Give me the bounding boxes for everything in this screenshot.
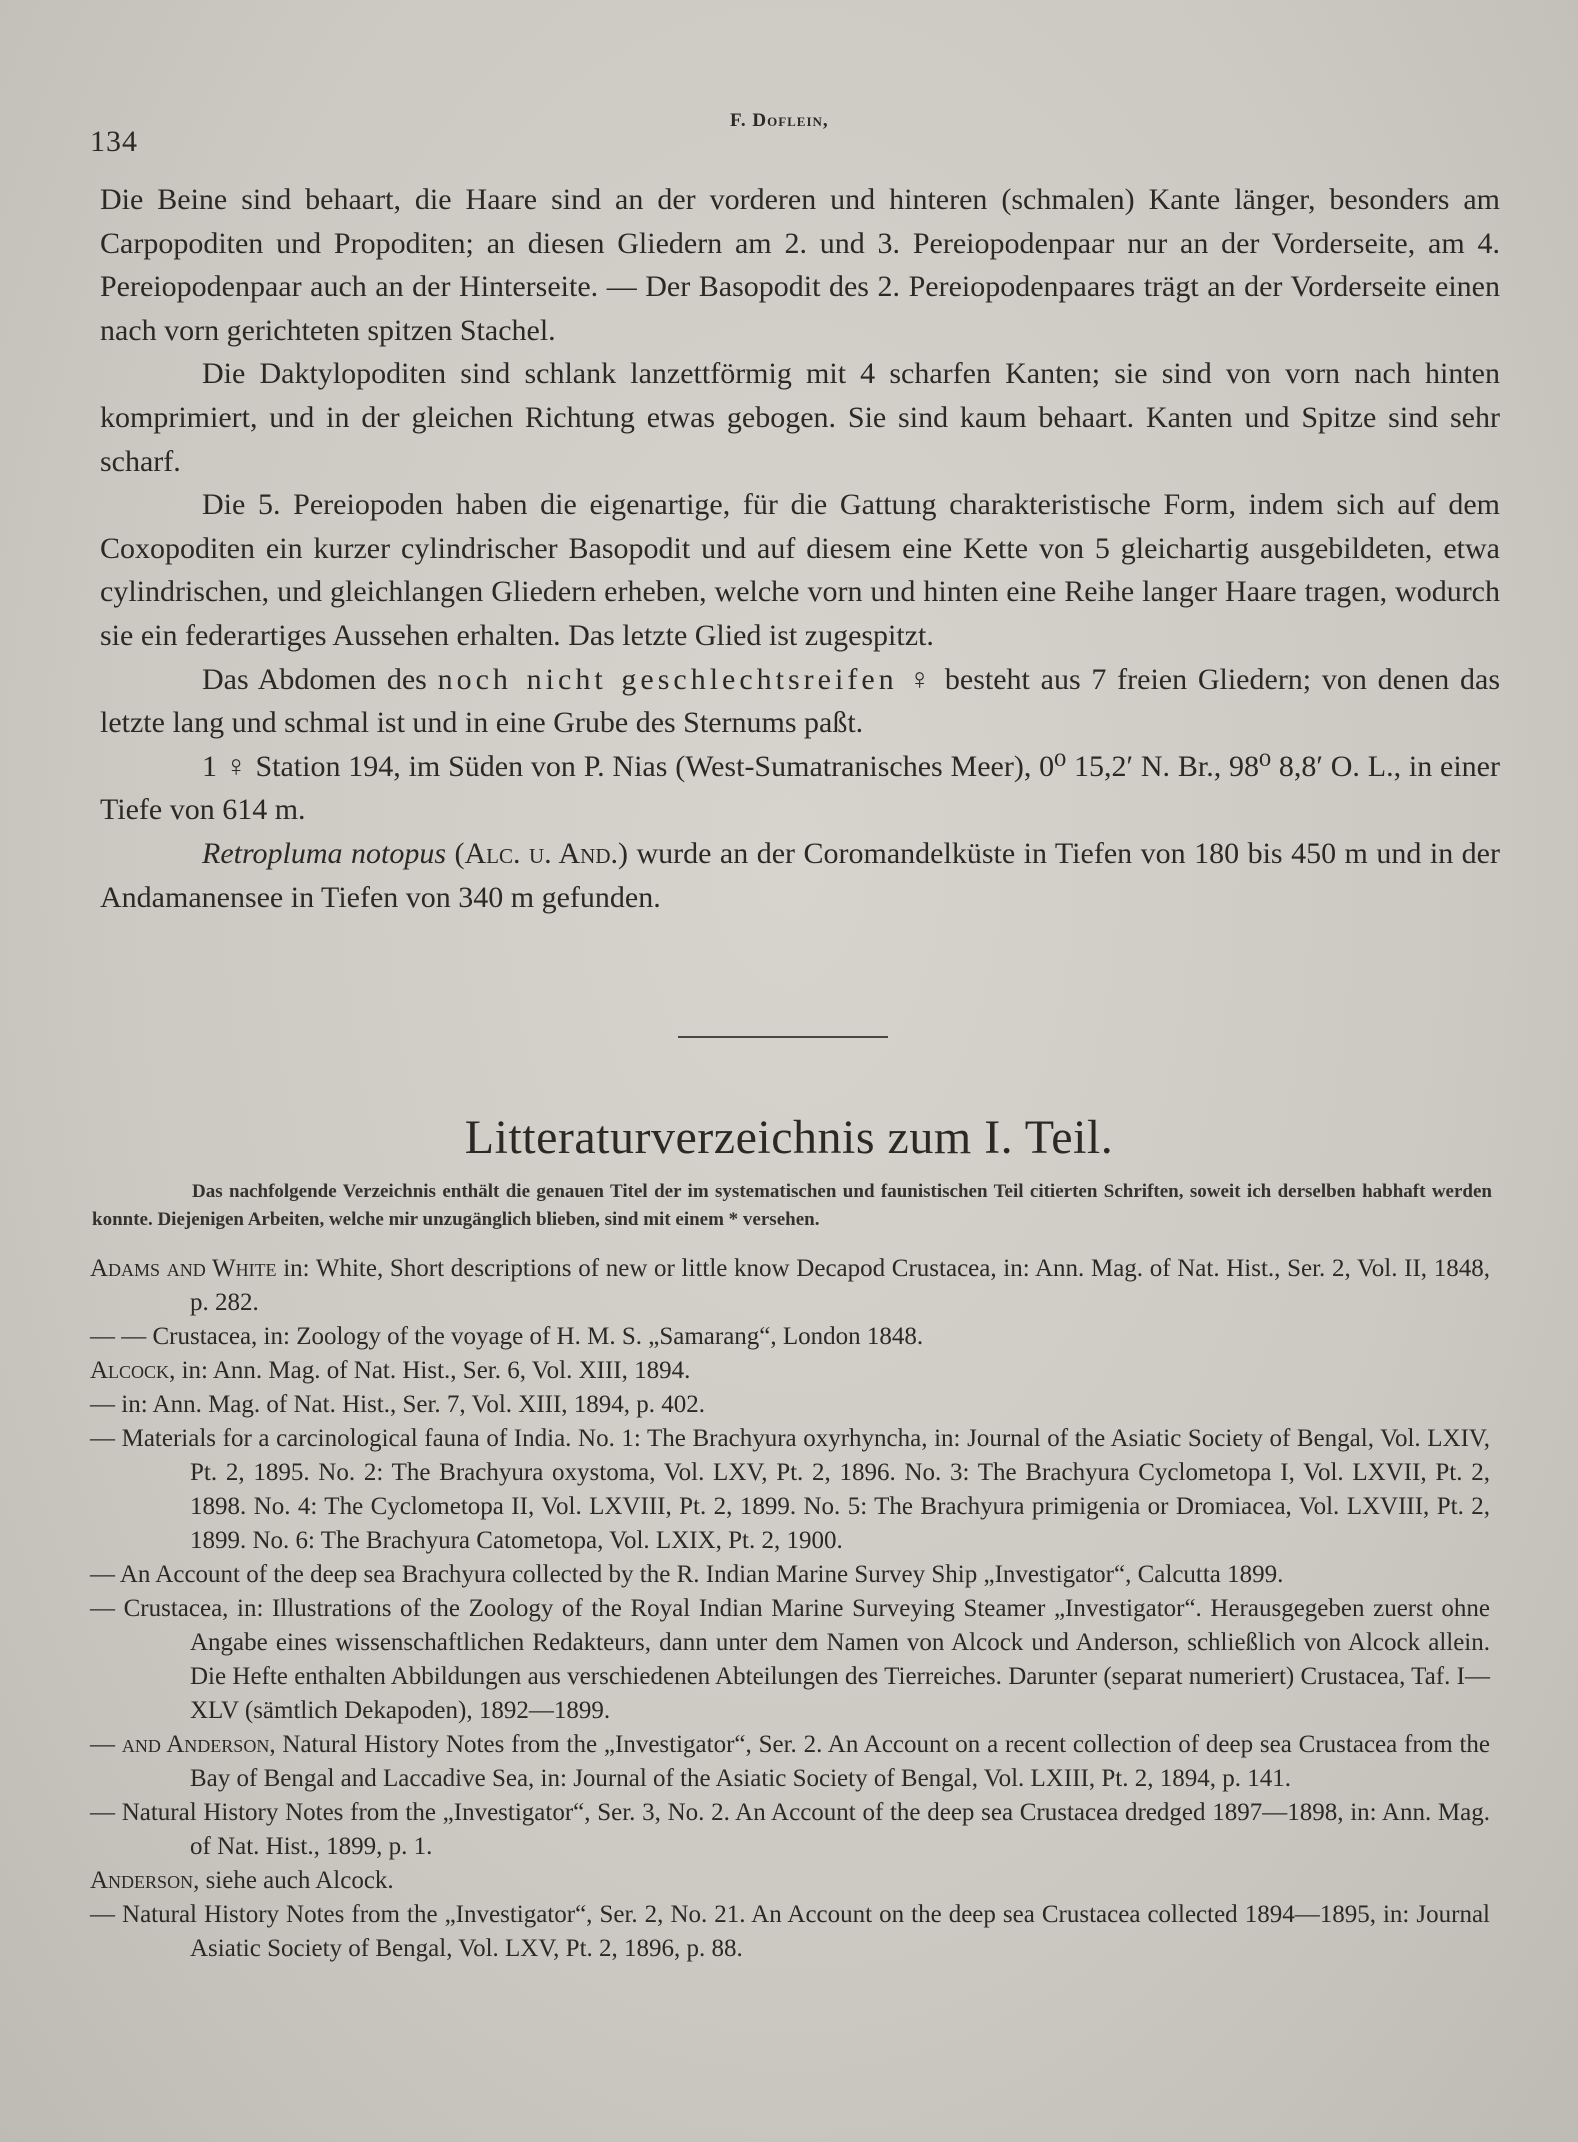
reference-entry	[90, 1728, 1490, 1796]
reference-text: Crustacea, in: Zoology of the voyage of H. M. S. „Samarang“, London 1848.	[146, 1323, 924, 1350]
running-header	[0, 110, 1578, 158]
reference-entry	[90, 1320, 1490, 1354]
reference-lead: —	[90, 1561, 115, 1588]
paragraph-pereiopods: Die 5. Pereiopoden haben die eigenartige, für die Gattung charakteristische Form, indem sich auf dem Coxopoditen ein kurzer cylindrischer Basopodit und auf diesem eine Kette von 5 gleichartig ausgebildeten, etwa cylindrischen, und gleichlangen Gliedern erheben, welche vorn und hinten eine Reihe langer Haare tragen, wodurch sie ein federartiges Aussehen erhalten. Das letzte Glied ist zugespitzt.	[100, 488, 1500, 652]
section-divider	[678, 1036, 888, 1038]
reference-lead: — —	[90, 1323, 147, 1350]
reference-entry	[90, 1864, 1490, 1898]
species-authors: (Alc. u. And.)	[454, 836, 628, 870]
reference-lead: Alcock	[90, 1357, 170, 1384]
reference-text: Natural History Notes from the „Investigator“, Ser. 3, No. 2. An Account of the deep sea Crustacea dredged 1897—1898, in: Ann. Mag. of Nat. Hist., 1899, p. 1.	[115, 1799, 1490, 1860]
reference-entry	[90, 1592, 1490, 1728]
species-name: Retropluma notopus	[202, 836, 447, 870]
body-text	[100, 178, 1500, 919]
paragraph-station: 1 ♀ Station 194, im Süden von P. Nias (West-Sumatranisches Meer), 0⁰ 15,2′ N. Br., 98⁰ 8,8′ O. L., in einer Tiefe von 614 m.	[100, 749, 1500, 827]
paragraph-distribution	[100, 832, 1500, 919]
distribution-text: wurde an der Coromandelküste in Tiefen von 180 bis 450 m und in der Andamanensee in Tiefen von 340 m gefunden.	[100, 836, 1500, 914]
reference-entry	[90, 1354, 1490, 1388]
reference-list	[90, 1252, 1490, 1966]
reference-text: in: Ann. Mag. of Nat. Hist., Ser. 7, Vol. XIII, 1894, p. 402.	[115, 1391, 706, 1418]
paragraph-dactylopodites: Die Daktylopoditen sind schlank lanzettförmig mit 4 scharfen Kanten; sie sind von vorn nach hinten komprimiert, und in der gleichen Richtung etwas gebogen. Sie sind kaum behaart. Kanten und Spitze sind sehr scharf.	[100, 357, 1500, 478]
reference-lead: —	[90, 1391, 115, 1418]
section-intro	[92, 1178, 1492, 1234]
reference-lead: Adams and White	[90, 1255, 277, 1282]
paragraph-abdomen	[100, 658, 1500, 745]
reference-text: Natural History Notes from the „Investigator“, Ser. 2, No. 21. An Account on the deep sea Crustacea collected 1894—1895, in: Journal Asiatic Society of Bengal, Vol. LXV, Pt. 2, 1896, p. 88.	[115, 1901, 1490, 1962]
reference-lead: —	[90, 1595, 115, 1622]
section-title: Litteraturverzeichnis zum I. Teil.	[464, 1111, 1114, 1164]
abdomen-text-end: ♀ besteht aus 7 freien Gliedern; von denen das letzte lang und schmal ist und in eine Grube des Sternums paßt.	[100, 662, 1501, 740]
reference-text: , Natural History Notes from the „Investigator“, Ser. 2. An Account on a recent collection of deep sea Crustacea from the Bay of Bengal and Laccadive Sea, in: Journal of the Asiatic Society of Bengal, Vol. LXIII, Pt. 2, 1894, p. 141.	[190, 1731, 1491, 1792]
spaced-emphasis: noch nicht geschlechtsreifen	[437, 662, 898, 696]
reference-lead: —	[90, 1425, 115, 1452]
reference-lead: Anderson	[90, 1867, 194, 1894]
reference-lead: —	[90, 1799, 115, 1826]
reference-text: An Account of the deep sea Brachyura collected by the R. Indian Marine Survey Ship „Investigator“, Calcutta 1899.	[115, 1561, 1284, 1588]
reference-text: Materials for a carcinological fauna of India. No. 1: The Brachyura oxyrhyncha, in: Journal of the Asiatic Society of Bengal, Vol. LXIV, Pt. 2, 1895. No. 2: The Brachyura oxystoma, Vol. LXV, Pt. 2, 1896. No. 3: The Brachyura Cyclometopa I, Vol. LXVII, Pt. 2, 1898. No. 4: The Cyclometopa II, Vol. LXVIII, Pt. 2, 1899. No. 5: The Brachyura primigenia or Dromiacea, Vol. LXVIII, Pt. 2, 1899. No. 6: The Brachyura Catometopa, Vol. LXIX, Pt. 2, 1900.	[115, 1425, 1490, 1554]
running-head-author: F. Doflein,	[730, 110, 829, 131]
reference-text: Crustacea, in: Illustrations of the Zoology of the Royal Indian Marine Surveying Steamer „Investigator“. Herausgegeben zuerst ohne Angabe eines wissenschaftlichen Redakteurs, dann unter dem Namen von Alcock und Anderson, schließlich von Alcock allein. Die Hefte enthalten Abbildungen aus verschiedenen Abteilungen des Tierreiches. Darunter (separat numeriert) Crustacea, Taf. I—XLV (sämtlich Dekapoden), 1892—1899.	[115, 1595, 1490, 1724]
reference-entry	[90, 1388, 1490, 1422]
reference-lead: —	[90, 1901, 115, 1928]
reference-text: in: White, Short descriptions of new or little know Decapod Crustacea, in: Ann. Mag. of Nat. Hist., Ser. 2, Vol. II, 1848, p. 282.	[190, 1255, 1490, 1316]
reference-entry	[90, 1252, 1490, 1320]
reference-text: , siehe auch Alcock.	[193, 1867, 394, 1894]
reference-lead: — and Anderson	[90, 1731, 270, 1758]
abdomen-text-start: Das Abdomen des	[202, 662, 427, 696]
reference-entry	[90, 1898, 1490, 1966]
page-number: 134	[90, 125, 138, 158]
reference-text: , in: Ann. Mag. of Nat. Hist., Ser. 6, Vol. XIII, 1894.	[169, 1357, 691, 1384]
reference-entry	[90, 1558, 1490, 1592]
reference-entry	[90, 1422, 1490, 1558]
reference-entry	[90, 1796, 1490, 1864]
intro-text: Das nachfolgende Verzeichnis enthält die genauen Titel der im systematischen und faunistischen Teil citierten Schriften, soweit ich derselben habhaft werden konnte. Diejenigen Arbeiten, welche mir unzugänglich blieben, sind mit einem * versehen.	[92, 1181, 1492, 1230]
paragraph-legs: Die Beine sind behaart, die Haare sind an der vorderen und hinteren (schmalen) Kante länger, besonders am Carpopoditen und Propoditen; an diesen Gliedern am 2. und 3. Pereiopodenpaar nur an der Vorderseite, am 4. Pereiopodenpaar auch an der Hinterseite. — Der Basopodit des 2. Pereiopodenpaares trägt an der Vorderseite einen nach vorn gerichteten spitzen Stachel.	[100, 183, 1500, 347]
